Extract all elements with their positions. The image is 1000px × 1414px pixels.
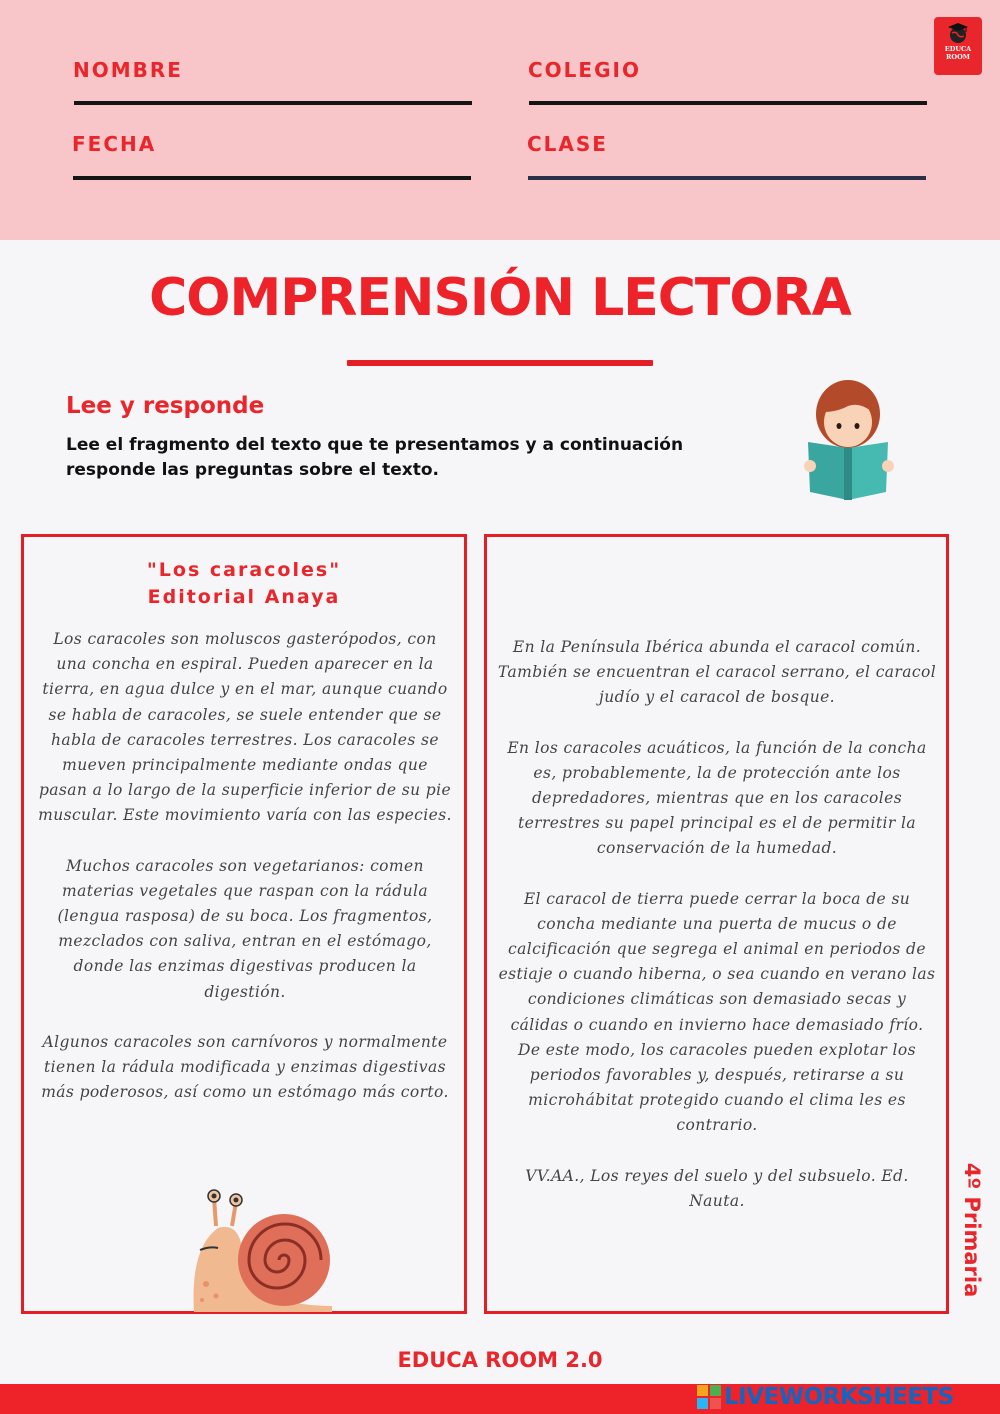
girl-reading-icon (800, 378, 902, 502)
instructions-text: Lee el fragmento del texto que te presentamos y a continuación responde las preguntas sobre el texto. (66, 435, 684, 480)
instructions-heading: Lee y responde (66, 393, 265, 419)
paragraph: En la Península Ibérica abunda el caracol común. También se encuentran el caracol serrano, el caracol judío y el caracol de bosque. (497, 638, 937, 707)
liveworksheets-watermark[interactable] (697, 1381, 954, 1413)
reading-title-line2: Editorial Anaya (147, 586, 341, 608)
colegio-line[interactable] (529, 101, 927, 105)
clase-line[interactable] (528, 176, 926, 180)
reading-text-left (38, 627, 452, 1130)
title-underline (347, 360, 653, 366)
paragraph: El caracol de tierra puede cerrar la boca de su concha mediante una puerta de mucus o de calcificación que segrega el animal en periodos de estiaje o cuando hiberna, o sea cuando en verano las condiciones climáticas son demasiado secas y cálidas o cuando en invierno hace demasiado frío. De este modo, los caracoles pueden explotar los periodos favorables y, después, retirarse a su microhábitat protegido cuando el clima les es contrario. (498, 889, 936, 1135)
logo-line2: ROOM (946, 53, 970, 61)
fecha-line[interactable] (73, 176, 471, 180)
citation: VV.AA., Los reyes del suelo y del subsuelo. Ed. Nauta. (525, 1166, 909, 1210)
paragraph: En los caracoles acuáticos, la función de la concha es, probablemente, la de protección ante los depredadores, mientras que en los caracoles terrestres su papel principal es el de permitir la conservación de la humedad. (507, 738, 927, 858)
fecha-label: FECHA (72, 132, 157, 156)
footer-brand: EDUCA ROOM 2.0 (397, 1348, 603, 1372)
liveworksheets-text: LIVEWORKSHEETS (724, 1384, 954, 1410)
nombre-label: NOMBRE (73, 58, 183, 82)
page-title: COMPRENSIÓN LECTORA (149, 268, 851, 328)
reading-text-right (497, 635, 937, 1239)
paragraph: Los caracoles son moluscos gasterópodos, con una concha en espiral. Pueden aparecer en la tierra, en agua dulce y en el mar, aunque cuando se habla de caracoles, se suele entender que se habla de caracoles terrestres. Los caracoles se mueven principalmente mediante ondas que pasan a lo largo de la superficie inferior de su pie muscular. Este movimiento varía con las especies. (38, 630, 452, 825)
paragraph: Algunos caracoles son carnívoros y normalmente tienen la rádula modificada y enzimas digestivas más poderosos, así como un estómago más corto. (41, 1032, 449, 1102)
educa-room-logo (934, 17, 982, 75)
paragraph: Muchos caracoles son vegetarianos: comen materias vegetales que raspan con la rádula (lengua rasposa) de su boca. Los fragmentos, mezclados con saliva, entran en el estómago, donde las enzimas digestivas producen la digestión. (57, 856, 433, 1001)
snail-icon (188, 1188, 334, 1314)
header-band (0, 0, 1000, 240)
reading-panel-right (484, 534, 949, 1314)
clase-label: CLASE (527, 132, 608, 156)
logo-line1: EDUCA (944, 45, 972, 53)
liveworksheets-logo-icon (697, 1385, 721, 1409)
nombre-line[interactable] (74, 101, 472, 105)
reading-title-line1: "Los caracoles" (146, 559, 342, 581)
graduation-globe-icon (946, 22, 970, 44)
grade-label: 4º Primaria (960, 1162, 984, 1298)
reading-title (24, 557, 464, 611)
colegio-label: COLEGIO (528, 58, 641, 82)
